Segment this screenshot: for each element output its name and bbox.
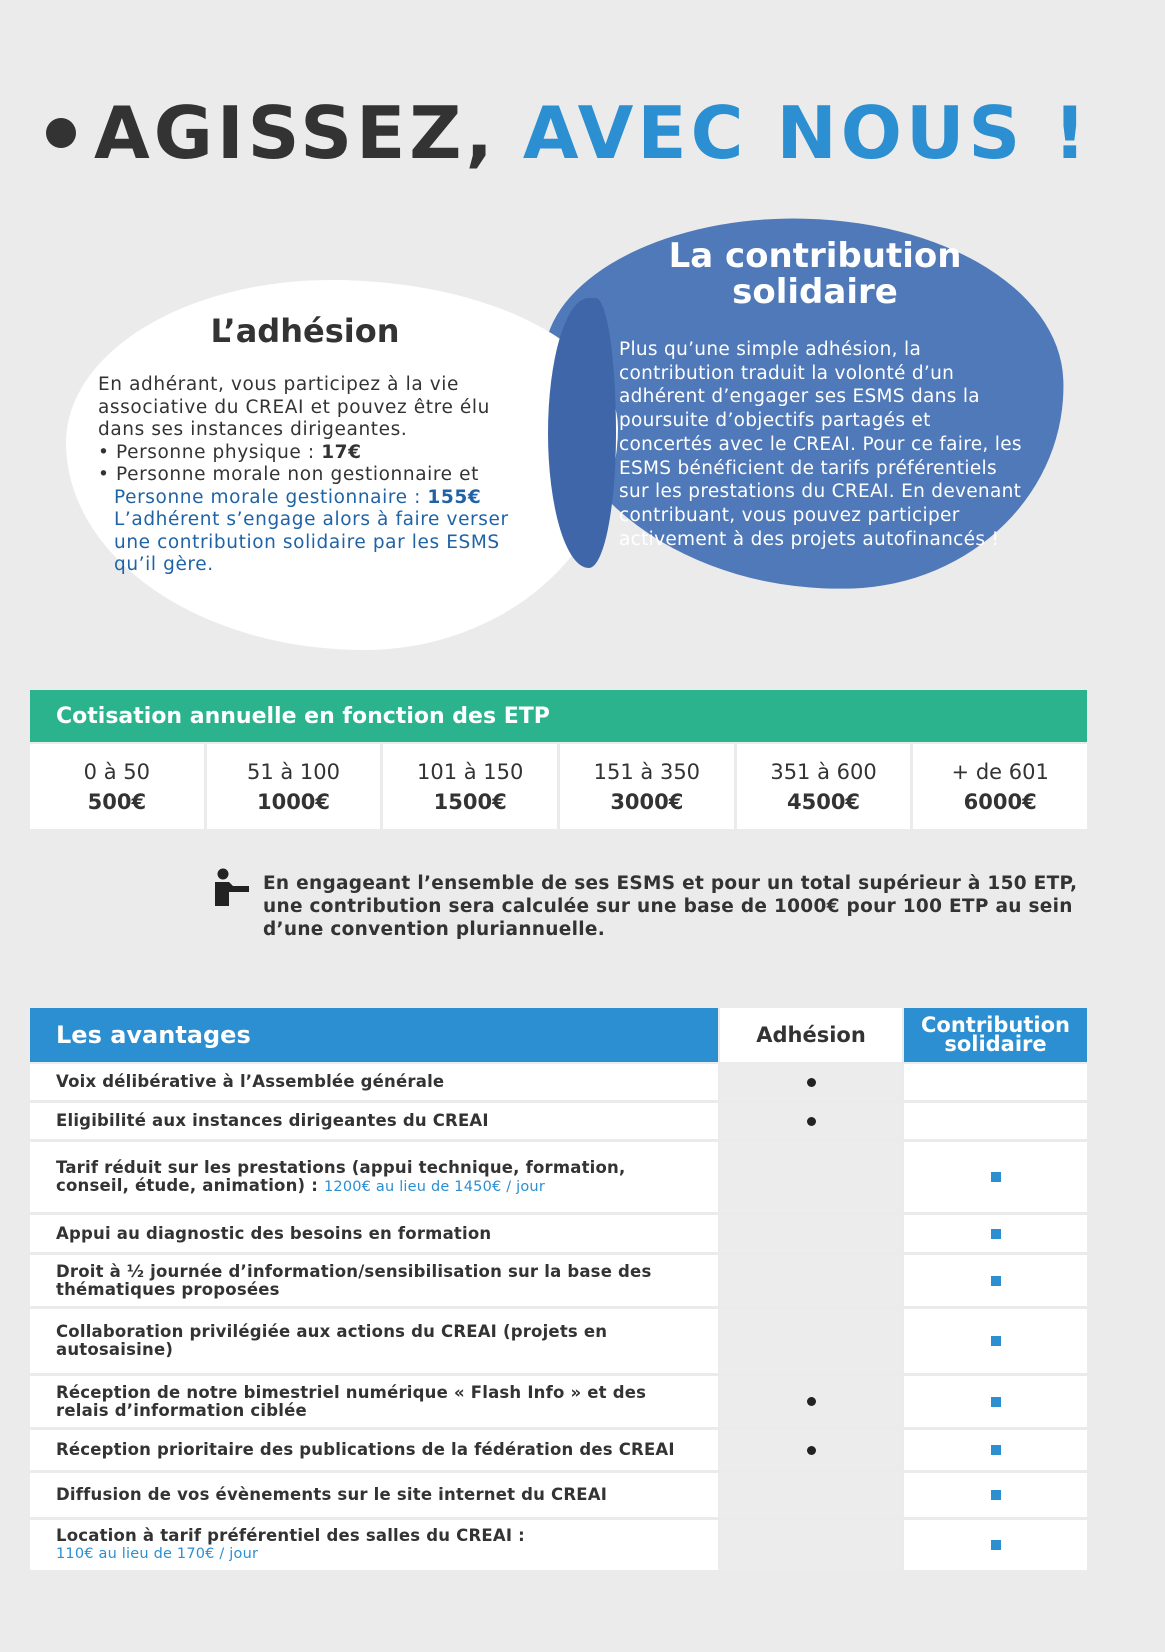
bullet-dot-icon [807, 1117, 816, 1126]
cotisation-tier: + de 601 6000€ [913, 744, 1087, 829]
contribution-title: La contribution solidaire [668, 236, 962, 312]
cotisation-tier: 51 à 100 1000€ [207, 744, 381, 829]
row-label: Voix délibérative à l’Assemblée générale [56, 1072, 445, 1091]
contribution-cell [904, 1255, 1087, 1306]
cotisation-tier: 351 à 600 4500€ [737, 744, 911, 829]
adhesion-cell [720, 1473, 902, 1517]
cotisation-tier: 151 à 350 3000€ [560, 744, 734, 829]
contribution-body: Plus qu’une simple adhésion, la contribution traduit la volonté d’un adhérent d’engager ses ESMS dans la poursuite d’objectifs partagés et concertés avec le CREAI. Pour ce faire, les ESMS bénéficient de tarifs préférentiels sur les prestations du CREAI. En devenant contribuant, vous pouvez participer activement à des projets autofinancés ! [619, 339, 1022, 550]
square-marker-icon [991, 1336, 1001, 1346]
avantages-rows [30, 1064, 1087, 1573]
contribution-cell [904, 1215, 1087, 1252]
cotisation-tier: 101 à 150 1500€ [383, 744, 557, 829]
contribution-cell [904, 1430, 1087, 1470]
square-marker-icon [991, 1397, 1001, 1407]
contribution-cell [904, 1103, 1087, 1139]
cotisation-header: Cotisation annuelle en fonction des ETP [30, 690, 1087, 742]
contribution-cell [904, 1309, 1087, 1373]
title-bullet [46, 118, 76, 148]
title-part1: AGISSEZ, [94, 91, 497, 175]
adhesion-item-non-gestionnaire: • Personne morale non gestionnaire et [98, 464, 479, 485]
row-label: Droit à ½ journée d’information/sensibilisation sur la base des thématiques proposées [56, 1261, 652, 1299]
row-label: Eligibilité aux instances dirigeantes du CREAI [56, 1111, 489, 1130]
table-row [30, 1430, 1087, 1470]
square-marker-icon [991, 1445, 1001, 1455]
adhesion-body [98, 374, 538, 577]
adhesion-cell [720, 1309, 902, 1373]
bullet-dot-icon [807, 1397, 816, 1406]
adhesion-column-header: Adhésion [720, 1008, 902, 1062]
row-label: Diffusion de vos évènements sur le site internet du CREAI [56, 1485, 608, 1504]
row-label: Location à tarif préférentiel des salles du CREAI : [56, 1526, 525, 1545]
adhesion-cell [720, 1255, 902, 1306]
adhesion-item-gestionnaire: Personne morale gestionnaire : 155€ [114, 486, 482, 508]
adhesion-cell [720, 1520, 902, 1570]
square-marker-icon [991, 1229, 1001, 1239]
adhesion-cell [720, 1064, 902, 1100]
square-marker-icon [991, 1490, 1001, 1500]
adhesion-cell [720, 1215, 902, 1252]
contribution-column-header: Contribution solidaire [904, 1008, 1087, 1062]
contribution-cell [904, 1376, 1087, 1427]
avantages-header: Les avantages [30, 1008, 718, 1062]
contribution-cell [904, 1520, 1087, 1570]
pointing-person-icon [214, 868, 250, 906]
row-label: Collaboration privilégiée aux actions du CREAI (projets en autosaisine) [56, 1322, 608, 1359]
table-row [30, 1376, 1087, 1427]
row-label: Réception prioritaire des publications de la fédération des CREAI [56, 1440, 675, 1459]
adhesion-intro: En adhérant, vous participez à la vie associative du CREAI et pouvez être élu dans ses instances dirigeantes. [98, 374, 490, 440]
adhesion-cell [720, 1142, 902, 1212]
square-marker-icon [991, 1540, 1001, 1550]
row-sub: 1200€ au lieu de 1450€ / jour [323, 1178, 545, 1195]
table-row [30, 1142, 1087, 1212]
square-marker-icon [991, 1276, 1001, 1286]
title-part2: AVEC NOUS ! [522, 91, 1091, 175]
row-label: Appui au diagnostic des besoins en formation [56, 1223, 492, 1243]
table-row [30, 1520, 1087, 1570]
table-row [30, 1473, 1087, 1517]
contribution-cell [904, 1473, 1087, 1517]
note-text: En engageant l’ensemble de ses ESMS et pour un total supérieur à 150 ETP, une contribution sera calculée sur une base de 1000€ pour 100 ETP au sein d’une convention pluriannuelle. [263, 873, 1078, 940]
row-label: Tarif réduit sur les prestations (appui technique, formation, conseil, étude, animation) : [56, 1157, 626, 1195]
adhesion-cell [720, 1103, 902, 1139]
contribution-cell [904, 1064, 1087, 1100]
contribution-cell [904, 1142, 1087, 1212]
cotisation-tiers [30, 744, 1087, 829]
page-title [46, 88, 1090, 178]
adhesion-title: L’adhésion [210, 312, 400, 350]
square-marker-icon [991, 1172, 1001, 1182]
table-row [30, 1215, 1087, 1252]
cotisation-tier: 0 à 50 500€ [30, 744, 204, 829]
row-label: Réception de notre bimestriel numérique « Flash Info » et des relais d’information ciblée [56, 1382, 647, 1420]
adhesion-cell [720, 1376, 902, 1427]
bullet-dot-icon [807, 1446, 816, 1455]
table-row [30, 1064, 1087, 1100]
table-row [30, 1103, 1087, 1139]
adhesion-gestionnaire-note: L’adhérent s’engage alors à faire verser une contribution solidaire par les ESMS qu’il gère. [114, 509, 509, 575]
adhesion-cell [720, 1430, 902, 1470]
row-sub: 110€ au lieu de 170€ / jour [56, 1546, 259, 1562]
table-row [30, 1309, 1087, 1373]
bullet-dot-icon [807, 1078, 816, 1087]
table-row [30, 1255, 1087, 1306]
adhesion-item-physique: • Personne physique : 17€ [98, 441, 362, 463]
